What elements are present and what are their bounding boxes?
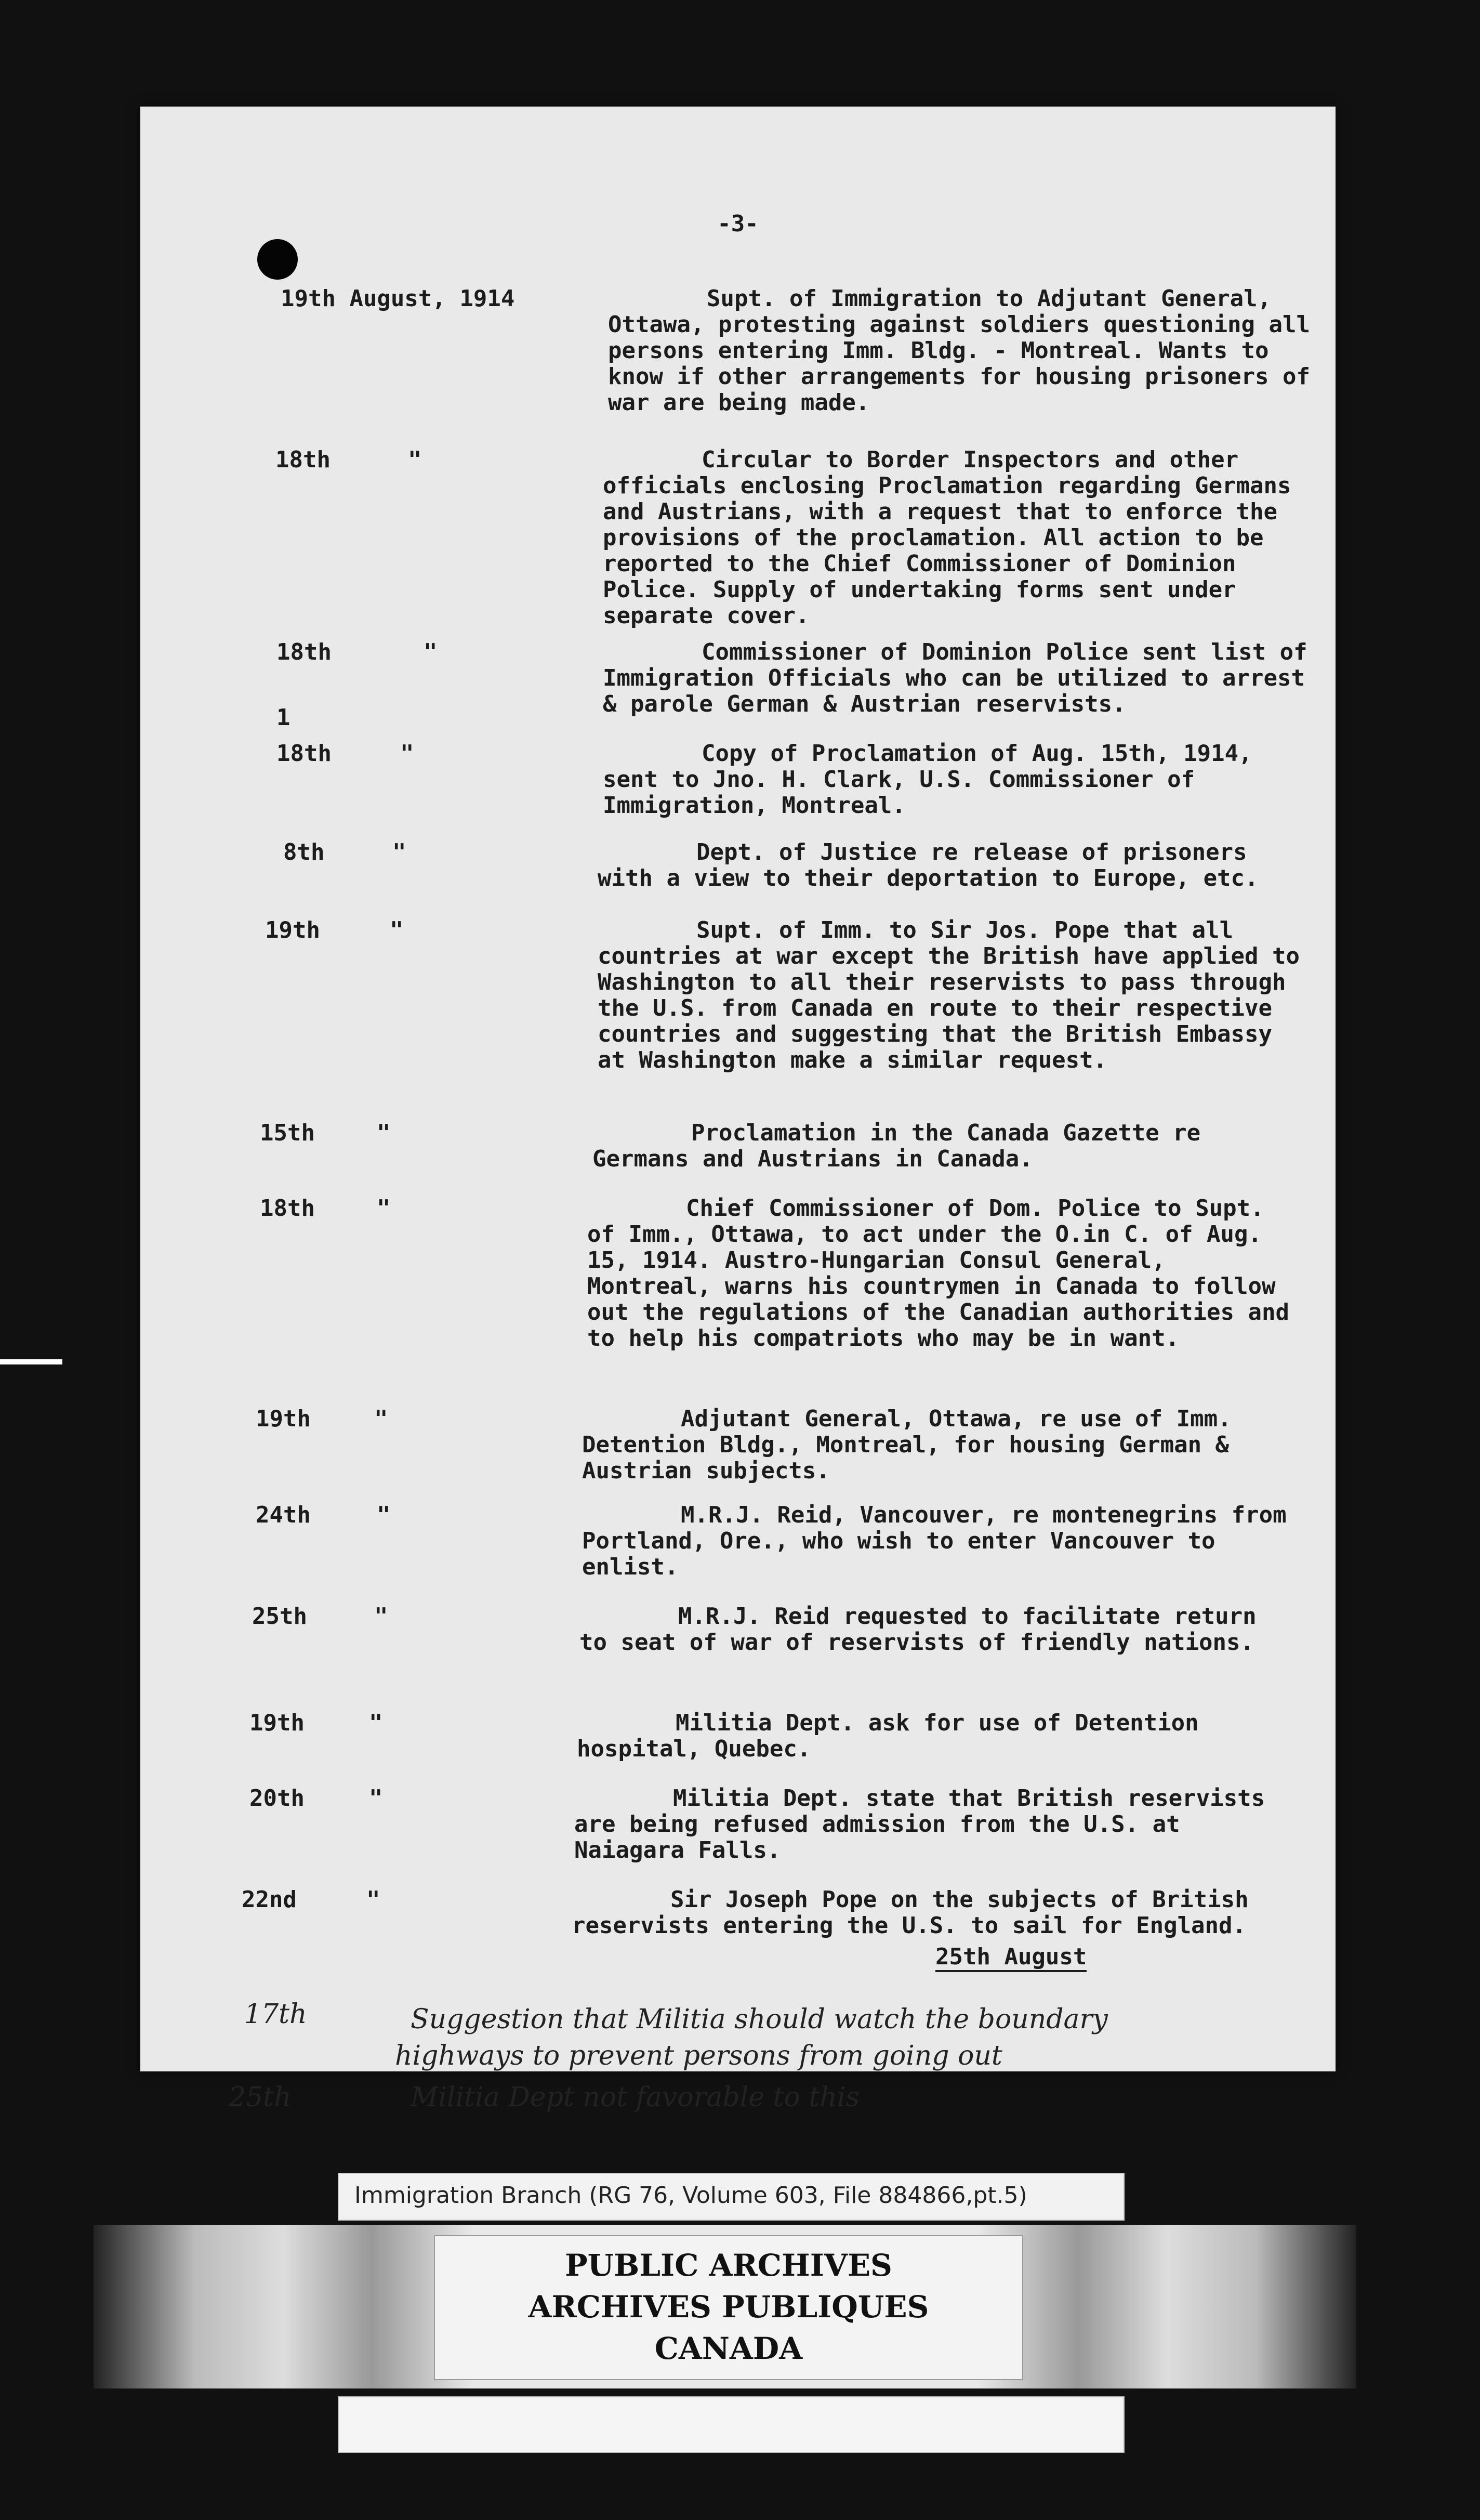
entry-date: 15th (260, 1120, 315, 1146)
entry-date: 19th August, 1914 (281, 285, 515, 312)
handwritten-date-1: 17th (244, 1999, 307, 2030)
ditto-mark: " (377, 1502, 391, 1528)
entry-date: 18th (276, 639, 332, 665)
reference-text: Immigration Branch (RG 76, Volume 603, File 884866,pt.5) (354, 2182, 1027, 2209)
entry-date: 18th (275, 447, 331, 473)
entry-date: 19th (265, 917, 320, 943)
ditto-mark: " (374, 1406, 388, 1432)
archive-stamp (434, 2235, 1023, 2380)
entry-text: M.R.J. Reid, Vancouver, re montenegrins from Portland, Ore., who wish to enter Vancouver to enlist. (582, 1502, 1287, 1580)
ditto-mark: " (377, 1195, 391, 1222)
archive-line-1: PUBLIC ARCHIVES (565, 2248, 892, 2283)
reference-label (338, 2173, 1125, 2221)
entry-date: 8th (283, 839, 325, 865)
entry-date: 18th (260, 1195, 315, 1222)
ditto-mark: " (369, 1710, 383, 1736)
scan-artifact (0, 1359, 62, 1364)
entry-text: M.R.J. Reid requested to facilitate return to seat of war of reservists of friendly nations. (579, 1603, 1257, 1656)
bottom-label-strip (338, 2396, 1125, 2453)
ditto-mark: " (369, 1785, 383, 1812)
ditto-mark: " (377, 1120, 391, 1146)
entry-text: Adjutant General, Ottawa, re use of Imm. Detention Bldg., Montreal, for housing German & Austrian subjects. (582, 1406, 1232, 1484)
entry-text: Supt. of Immigration to Adjutant General, Ottawa, protesting against soldiers questioning all persons entering Imm. Bldg. - Montreal. Wants to know if other arrangements for housing prisoners of war are being made. (608, 285, 1311, 416)
handwritten-line-1: Suggestion that Militia should watch the boundary (411, 2004, 1108, 2035)
handwritten-line-3: Militia Dept not favorable to this (411, 2082, 860, 2113)
entry-text: Circular to Border Inspectors and other officials enclosing Proclamation regarding Germans and Austrians, with a request that to enforce the provisions of the proclamation. All action to be reported to the Chief Commissioner of Dominion Police. Supply of undertaking forms sent under separate cover. (603, 447, 1291, 629)
closing-date: 25th August (935, 1944, 1087, 1972)
ditto-mark: " (366, 1886, 380, 1913)
entry-date: 19th (249, 1710, 305, 1736)
entry-text: Militia Dept. ask for use of Detention hospital, Quebec. (577, 1710, 1199, 1762)
margin-marker: 1 (276, 704, 290, 731)
ditto-mark: " (408, 447, 422, 473)
archive-line-2: ARCHIVES PUBLIQUES (528, 2289, 929, 2325)
ditto-mark: " (374, 1603, 388, 1630)
handwritten-line-2: highways to prevent persons from going out (395, 2040, 1002, 2071)
entry-text: Sir Joseph Pope on the subjects of British reservists entering the U.S. to sail for England. (572, 1886, 1249, 1939)
entry-date: 22nd (242, 1886, 297, 1913)
ditto-mark: " (424, 639, 438, 665)
entry-text: Dept. of Justice re release of prisoners with a view to their deportation to Europe, etc. (598, 839, 1259, 891)
ditto-mark: " (400, 740, 414, 767)
entry-text: Militia Dept. state that British reservists are being refused admission from the U.S. at Naiagara Falls. (574, 1785, 1265, 1863)
page-number: -3- (717, 211, 759, 237)
entry-date: 20th (249, 1785, 305, 1812)
entry-text: Supt. of Imm. to Sir Jos. Pope that all countries at war except the British have applied to Washington to all their reservists to pass through the U.S. from Canada en route to their respective countries and suggesting that the British Embassy at Washington make a similar request. (598, 917, 1300, 1073)
handwritten-date-2: 25th (229, 2082, 292, 2113)
entry-text: Commissioner of Dominion Police sent list of Immigration Officials who can be utilized to arrest & parole German & Austrian reservists. (603, 639, 1307, 717)
entry-date: 18th (276, 740, 332, 767)
entry-date: 19th (256, 1406, 311, 1432)
archive-line-3: CANADA (654, 2331, 803, 2366)
ditto-mark: " (390, 917, 404, 943)
ditto-mark: " (392, 839, 406, 865)
entry-text: Copy of Proclamation of Aug. 15th, 1914, sent to Jno. H. Clark, U.S. Commissioner of Immigration, Montreal. (603, 740, 1252, 819)
entry-text: Chief Commissioner of Dom. Police to Supt. of Imm., Ottawa, to act under the O.in C. of Aug. 15, 1914. Austro-Hungarian Consul General, Montreal, warns his countrymen in Canada to follow out the regulations of the Canadian authorities and to help his compatriots who may be in want. (587, 1195, 1290, 1351)
entries-list (140, 107, 1336, 2071)
entry-date: 24th (256, 1502, 311, 1528)
document-page (140, 107, 1336, 2113)
entry-date: 25th (252, 1603, 307, 1630)
entry-text: Proclamation in the Canada Gazette re Germans and Austrians in Canada. (592, 1120, 1201, 1172)
